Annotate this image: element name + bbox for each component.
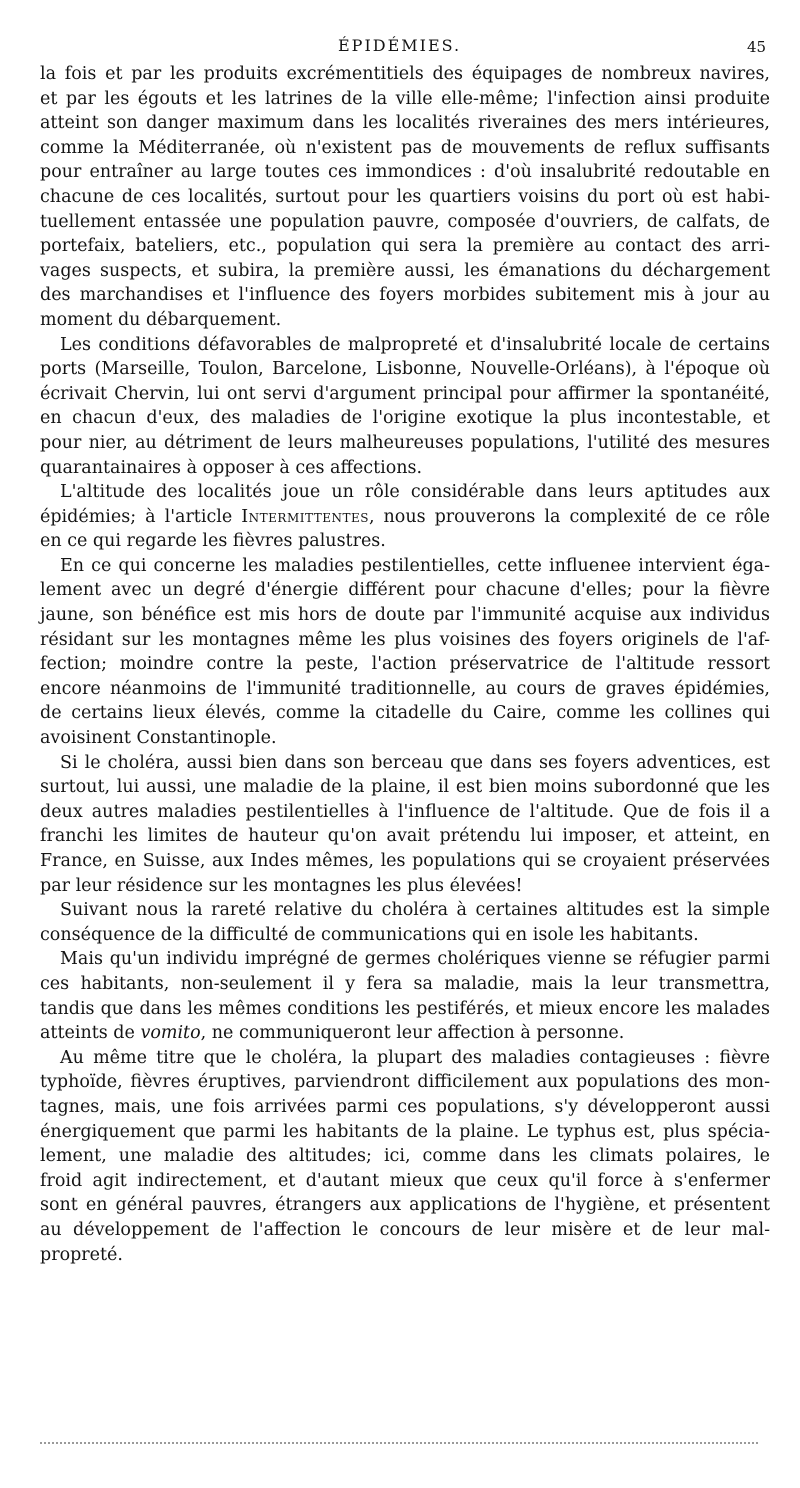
text-line: avoisinent Constantinople.	[40, 728, 277, 749]
text-line: moment du débarquement.	[40, 309, 282, 330]
text-line: lement avec un degré d'énergie différent pour chacune d'elles; pour la fièvre	[40, 580, 770, 601]
text-line: En ce qui concerne les maladies pestilentielles, cette influenee intervient éga-	[60, 555, 770, 576]
text-line: par leur résidence sur les montagnes les plus élevées!	[40, 875, 523, 896]
text-segment: épidémies; à l'article	[40, 506, 233, 527]
text-line: jaune, son bénéfice est mis hors de doute par l'immunité acquise aux individus	[40, 605, 770, 626]
text-line: Au même titre que le choléra, la plupart des maladies contagieuses : fièvre	[60, 1047, 770, 1068]
text-segment: atteints de	[40, 1023, 135, 1044]
text-line: des marchandises et l'influence des foyers morbides subitement mis à jour au	[40, 285, 770, 306]
text-line: Si le choléra, aussi bien dans son berceau que dans ses foyers adventices, est	[60, 752, 770, 773]
text-segment: , ne communiqueront leur affection à personne.	[200, 1023, 625, 1044]
text-line: deux autres maladies pestilentielles à l'influence de l'altitude. Que de fois il a	[40, 801, 770, 822]
text-line: quarantainaires à opposer à ces affections.	[40, 457, 423, 478]
text-line: conséquence de la difficulté de communications qui en isole les habitants.	[40, 924, 699, 945]
text-line: en chacun d'eux, des maladies de l'origine exotique la plus incontestable, et	[40, 408, 770, 429]
text-line: de certains lieux élevés, comme la citadelle du Caire, comme les collines qui	[40, 703, 770, 724]
text-line: chacune de ces localités, surtout pour les quartiers voisins du port où est habi-	[40, 186, 770, 207]
text-line: encore néanmoins de l'immunité traditionnelle, au cours de graves épidémies,	[40, 678, 770, 699]
text-line: au développement de l'affection le concours de leur misère et de leur mal-	[40, 1219, 770, 1240]
text-line: atteint son danger maximum dans les localités riveraines des mers intérieures,	[40, 113, 770, 134]
text-line: Mais qu'un individu imprégné de germes cholériques vienne se réfugier parmi	[60, 949, 770, 970]
text-line: ports (Marseille, Toulon, Barcelone, Lisbonne, Nouvelle-Orléans), à l'époque où	[40, 359, 770, 380]
text-line: la fois et par les produits excrémentitiels des équipages de nombreux navires,	[40, 64, 770, 84]
text-line	[40, 505, 770, 530]
text-line: L'altitude des localités joue un rôle considérable dans leurs aptitudes aux	[60, 482, 770, 503]
text-line: froid agit indirectement, et d'autant mieux que ceux qu'il force à s'enfermer	[40, 1170, 770, 1191]
text-line: propreté.	[40, 1244, 123, 1265]
footer-rule	[40, 1442, 758, 1444]
text-line: fection; moindre contre la peste, l'action préservatrice de l'altitude ressort	[40, 654, 770, 675]
text-line: franchi les limites de hauteur qu'on avait prétendu lui imposer, et atteint, en	[40, 826, 770, 847]
text-line: Les conditions défavorables de malpropreté et d'insalubrité locale de certains	[60, 334, 770, 355]
text-line: résidant sur les montagnes même les plus voisines des foyers originels de l'af-	[40, 629, 770, 650]
text-line: comme la Méditerranée, où n'existent pas de mouvements de reflux suffisants	[40, 137, 770, 158]
text-line: sont en général pauvres, étrangers aux applications de l'hygiène, et présentent	[40, 1195, 770, 1216]
text-line: ces habitants, non-seulement il y fera sa maladie, mais la leur transmettra,	[40, 973, 770, 994]
text-segment: , nous prouverons la complexité de ce rôle	[368, 506, 770, 527]
text-line: surtout, lui aussi, une maladie de la plaine, il est bien moins subordonné que les	[40, 777, 770, 798]
page-number: 45	[747, 38, 767, 56]
text-line: et par les égouts et les latrines de la ville elle-même; l'infection ainsi produite	[40, 88, 770, 109]
body-text	[40, 62, 770, 1267]
text-line: Suivant nous la rareté relative du choléra à certaines altitudes est la simple	[60, 900, 770, 921]
text-line: lement, une maladie des altitudes; ici, comme dans les climats polaires, le	[40, 1146, 770, 1167]
text-line	[40, 1021, 770, 1046]
text-line: pour entraîner au large toutes ces immondices : d'où insalubrité redoutable en	[40, 162, 770, 183]
text-line: en ce qui regarde les fièvres palustres.	[40, 531, 386, 552]
text-line: tagnes, mais, une fois arrivées parmi ces populations, s'y développeront aussi	[40, 1096, 770, 1117]
text-line: tandis que dans les mêmes conditions les pestiférés, et mieux encore les malades	[40, 998, 770, 1019]
text-line: France, en Suisse, aux Indes mêmes, les populations qui se croyaient préservées	[40, 851, 770, 871]
text-line: portefaix, bateliers, etc., population qui sera la première au contact des arri-	[40, 236, 770, 257]
text-line: typhoïde, fièvres éruptives, parviendront difficilement aux populations des mon-	[40, 1072, 770, 1093]
cross-reference: Intermittentes	[241, 506, 369, 527]
text-line: écrivait Chervin, lui ont servi d'argument principal pour affirmer la spontanéité,	[40, 383, 770, 404]
running-head: ÉPIDÉMIES.	[338, 36, 462, 55]
text-line: vages suspects, et subira, la première aussi, les émanations du déchargement	[40, 260, 770, 281]
text-line: tuellement entassée une population pauvre, composée d'ouvriers, de calfats, de	[40, 211, 770, 232]
italic-term: vomito	[140, 1023, 201, 1044]
text-line: pour nier, au détriment de leurs malheureuses populations, l'utilité des mesures	[40, 432, 770, 453]
text-line: énergiquement que parmi les habitants de la plaine. Le typhus est, plus spécia-	[40, 1121, 770, 1142]
